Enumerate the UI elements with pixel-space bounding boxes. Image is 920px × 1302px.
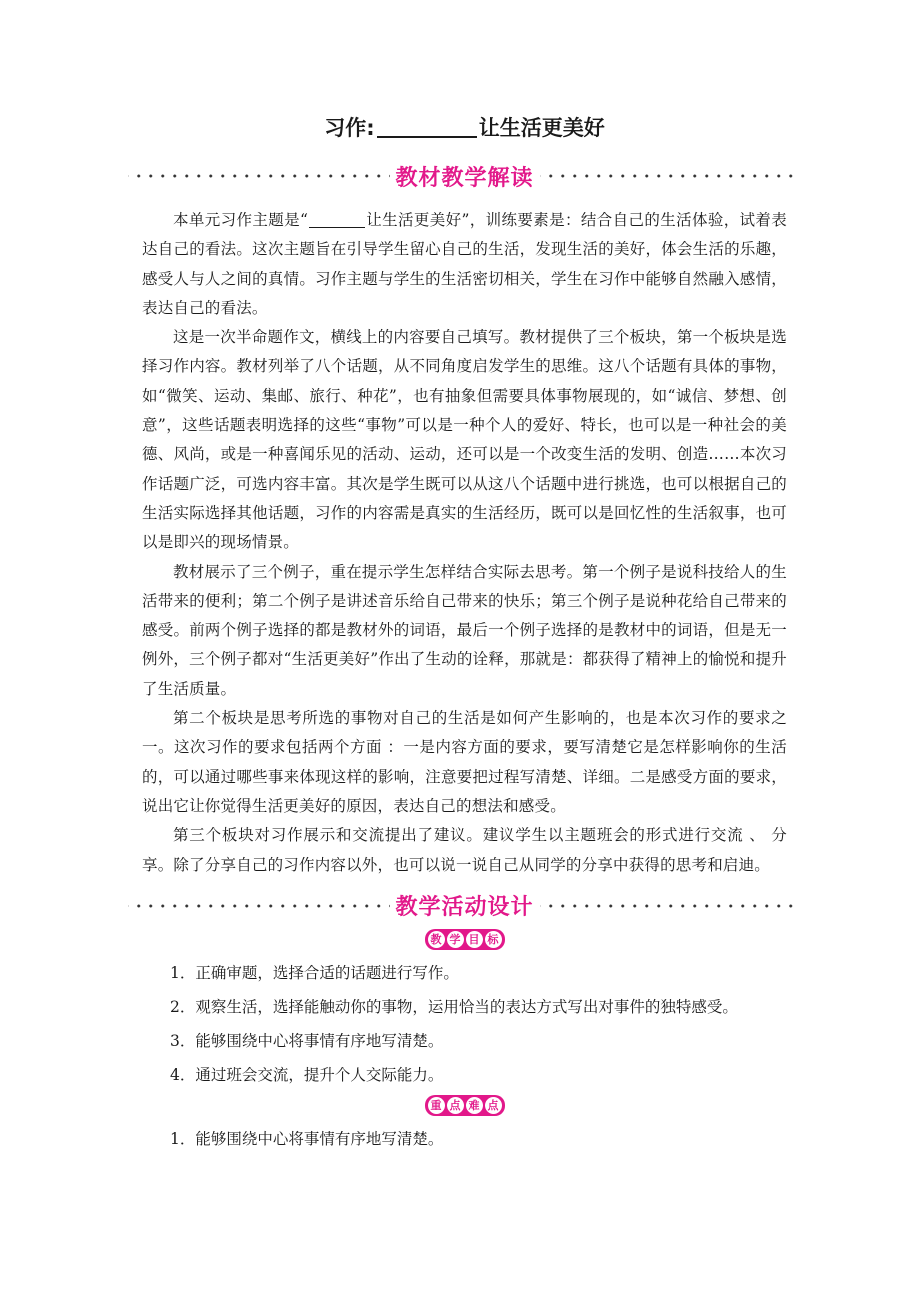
list-item: 4．通过班会交流，提升个人交际能力。 xyxy=(170,1065,444,1084)
objectives-badge xyxy=(425,929,505,950)
badge-char: 点 xyxy=(447,1097,464,1114)
list-item: 1．能够围绕中心将事情有序地写清楚。 xyxy=(170,1129,444,1148)
inline-blank-line xyxy=(309,211,365,228)
title-prefix: 习作: xyxy=(324,116,375,140)
keypoints-badge-row xyxy=(142,1094,787,1122)
badge-char: 标 xyxy=(485,931,502,948)
paragraph-4: 第二个板块是思考所选的事物对自己的生活是如何产生影响的，也是本次习作的要求之一。这次习作的要求包括两个方面 ：一是内容方面的要求，要写清楚它是怎样影响你的生活的，可以通过哪些事来体现这样的影响，注意要把过程写清楚、详细。二是感受方面的要求，说出它让你觉得生活更美好的原因，表达自己的想法和感受。 xyxy=(142,709,787,815)
title-suffix: 让生活更美好 xyxy=(478,116,605,140)
objectives-badge-row xyxy=(142,928,787,956)
paragraph-3: 教材展示了三个例子，重在提示学生怎样结合实际去思考。第一个例子是说科技给人的生活带来的便利；第二个例子是讲述音乐给自己带来的快乐；第三个例子是说种花给自己带来的感受。前两个例子选择的都是教材外的词语，最后一个例子选择的是教材中的词语，但是无一例外，三个例子都对“生活更美好”作出了生动的诠释，那就是：都获得了精神上的愉悦和提升了生活质量。 xyxy=(142,562,787,698)
objectives-list xyxy=(142,956,787,1092)
badge-char: 重 xyxy=(428,1097,445,1114)
paragraph-1-prefix: 本单元习作主题是“ xyxy=(173,211,309,229)
section-heading: 教学活动设计 xyxy=(395,895,534,921)
section-header-reading xyxy=(128,156,801,196)
section-header-activity xyxy=(128,886,801,926)
badge-char: 学 xyxy=(447,931,464,948)
paragraph-2: 这是一次半命题作文，横线上的内容要自己填写。教材提供了三个板块，第一个板块是选择习作内容。教材列举了八个话题，从不同角度启发学生的思维。这八个话题有具体的事物，如“微笑、运动、集邮、旅行、种花”，也有抽象但需要具体事物展现的，如“诚信、梦想、创意”，这些话题表明选择的这些“事物”可以是一种个人的爱好、特长，也可以是一种社会的美德、风尚，或是一种喜闻乐见的活动、运动，还可以是一个改变生活的发明、创造……本次习作话题广泛，可选内容丰富。其次是学生既可以从这八个话题中进行挑选，也可以根据自己的生活实际选择其他话题，习作的内容需是真实的生活经历，既可以是回忆性的生活叙事，也可以是即兴的现场情景。 xyxy=(142,328,787,552)
badge-char: 难 xyxy=(466,1097,483,1114)
keypoints-list xyxy=(142,1122,787,1156)
paragraph-1-suffix: 让生活更美好”，训练要素是：结合自己的生活体验，试着表达自己的看法。这次主题旨在引导学生留心自己的生活，发现生活的美好，体会生活的乐趣，感受人与人之间的真情。习作主题与学生的生活密切相关，学生在习作中能够自然融入感情，表达自己的看法。 xyxy=(142,211,788,317)
title-blank-line xyxy=(377,114,477,138)
section-heading: 教材教学解读 xyxy=(395,165,534,191)
badge-char: 目 xyxy=(466,931,483,948)
keypoints-badge xyxy=(425,1095,505,1116)
paragraph-1 xyxy=(142,206,787,323)
badge-char: 教 xyxy=(428,931,445,948)
paragraph-5: 第三个板块对习作展示和交流提出了建议。建议学生以主题班会的形式进行交流 、 分享。除了分享自己的习作内容以外，也可以说一说自己从同学的分享中获得的思考和启迪。 xyxy=(142,826,787,874)
list-item: 2．观察生活，选择能触动你的事物，运用恰当的表达方式写出对事件的独特感受。 xyxy=(170,997,738,1016)
dotted-divider-left xyxy=(128,174,390,178)
list-item: 3．能够围绕中心将事情有序地写清楚。 xyxy=(170,1031,444,1050)
dotted-divider-left xyxy=(128,904,390,908)
badge-char: 点 xyxy=(485,1097,502,1114)
page-title xyxy=(142,108,787,148)
list-item: 1．正确审题，选择合适的话题进行写作。 xyxy=(170,963,459,982)
document-page xyxy=(142,108,787,1156)
dotted-divider-right xyxy=(540,904,802,908)
dotted-divider-right xyxy=(540,174,802,178)
